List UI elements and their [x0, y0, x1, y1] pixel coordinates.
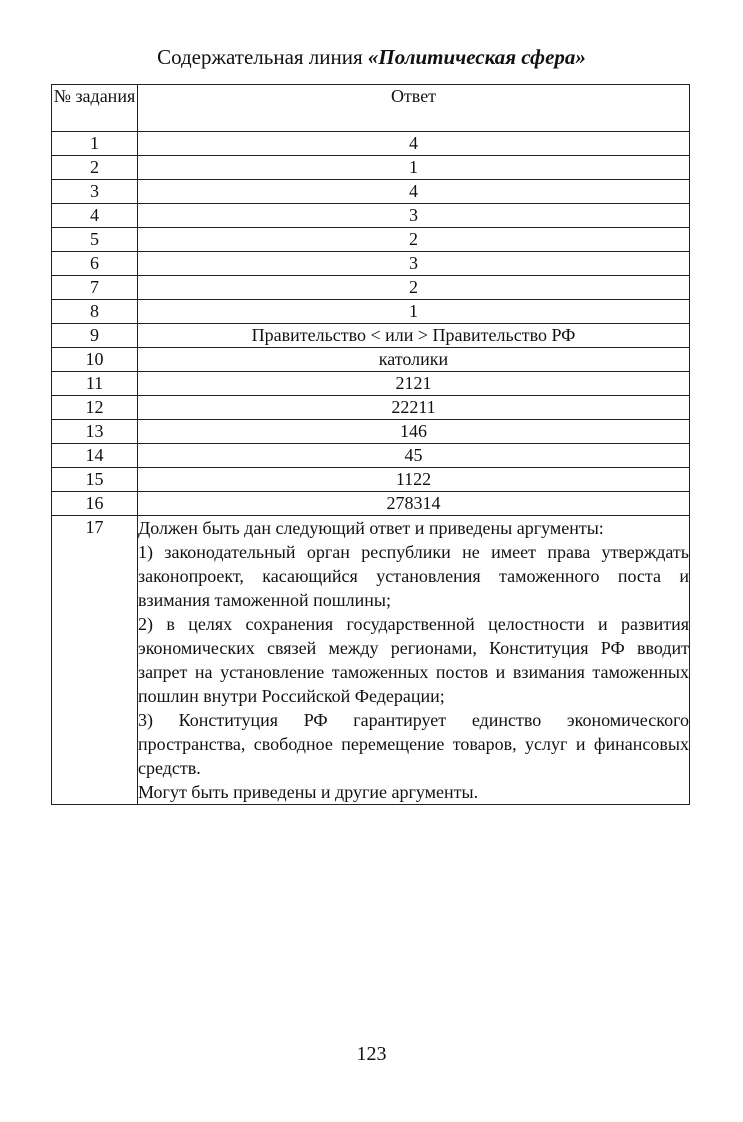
- answer-point-3: 3) Конституция РФ гарантирует единство экономического пространства, свободное перемещение товаров, услуг и финансовых средств.: [138, 710, 689, 778]
- answer-point-1: 1) законодательный орган республики не имеет права утверждать законопроект, касающийся установления таможенного поста и взимания таможенной пошлины;: [138, 542, 689, 610]
- task-number: 13: [52, 420, 138, 444]
- task-number: 6: [52, 252, 138, 276]
- table-row: [52, 468, 690, 492]
- task-number: 3: [52, 180, 138, 204]
- task-number: 4: [52, 204, 138, 228]
- task-number: 11: [52, 372, 138, 396]
- task-answer: 2121: [138, 372, 690, 396]
- table-row: [52, 396, 690, 420]
- task-number: 9: [52, 324, 138, 348]
- table-row: [52, 132, 690, 156]
- page-title: [0, 44, 743, 70]
- task-number: 8: [52, 300, 138, 324]
- table-row: [52, 348, 690, 372]
- task-answer: 4: [138, 180, 690, 204]
- answers-table: [51, 84, 690, 805]
- task-number: 1: [52, 132, 138, 156]
- header-answer: Ответ: [138, 85, 690, 132]
- answer-outro: Могут быть приведены и другие аргументы.: [138, 782, 479, 802]
- header-task-number: № задания: [52, 85, 138, 132]
- table-row: [52, 156, 690, 180]
- task-answer: 1: [138, 156, 690, 180]
- table-row: [52, 492, 690, 516]
- task-answer: Правительство < или > Правительство РФ: [138, 324, 690, 348]
- table-row: [52, 252, 690, 276]
- title-emphasis: «Политическая сфера»: [367, 45, 586, 69]
- title-prefix: Содержательная линия: [157, 45, 368, 69]
- table-row: [52, 420, 690, 444]
- task-answer: 3: [138, 204, 690, 228]
- task-number: 7: [52, 276, 138, 300]
- task-number: 10: [52, 348, 138, 372]
- task-answer: 2: [138, 276, 690, 300]
- table-row: [52, 444, 690, 468]
- task-answer: 4: [138, 132, 690, 156]
- task-answer: 1: [138, 300, 690, 324]
- task-number: 14: [52, 444, 138, 468]
- table-header-row: [52, 85, 690, 132]
- table-row: [52, 180, 690, 204]
- table-row: [52, 516, 690, 805]
- task-number: 15: [52, 468, 138, 492]
- table-row: [52, 372, 690, 396]
- task-number: 5: [52, 228, 138, 252]
- task-answer: 22211: [138, 396, 690, 420]
- page-number: 123: [356, 1043, 387, 1065]
- task-number: 2: [52, 156, 138, 180]
- answer-point-2: 2) в целях сохранения государственной целостности и развития экономических связей между регионами, Конституция РФ вводит запрет на установление таможенных постов и взимания таможенных пошлин внутри Российской Федерации;: [138, 614, 689, 706]
- table-row: [52, 276, 690, 300]
- task-answer: 2: [138, 228, 690, 252]
- task-answer: 45: [138, 444, 690, 468]
- task-number: 17: [52, 516, 138, 805]
- table-row: [52, 204, 690, 228]
- task-answer: 278314: [138, 492, 690, 516]
- table-row: [52, 300, 690, 324]
- task-answer: католики: [138, 348, 690, 372]
- table-row: [52, 324, 690, 348]
- table-row: [52, 228, 690, 252]
- table-body: [52, 132, 690, 516]
- task-number: 16: [52, 492, 138, 516]
- task-answer: 1122: [138, 468, 690, 492]
- answer-intro: Должен быть дан следующий ответ и приведены аргументы:: [138, 518, 604, 538]
- task-answer: 3: [138, 252, 690, 276]
- task-answer: 146: [138, 420, 690, 444]
- task-number: 12: [52, 396, 138, 420]
- answer-long: [138, 516, 690, 805]
